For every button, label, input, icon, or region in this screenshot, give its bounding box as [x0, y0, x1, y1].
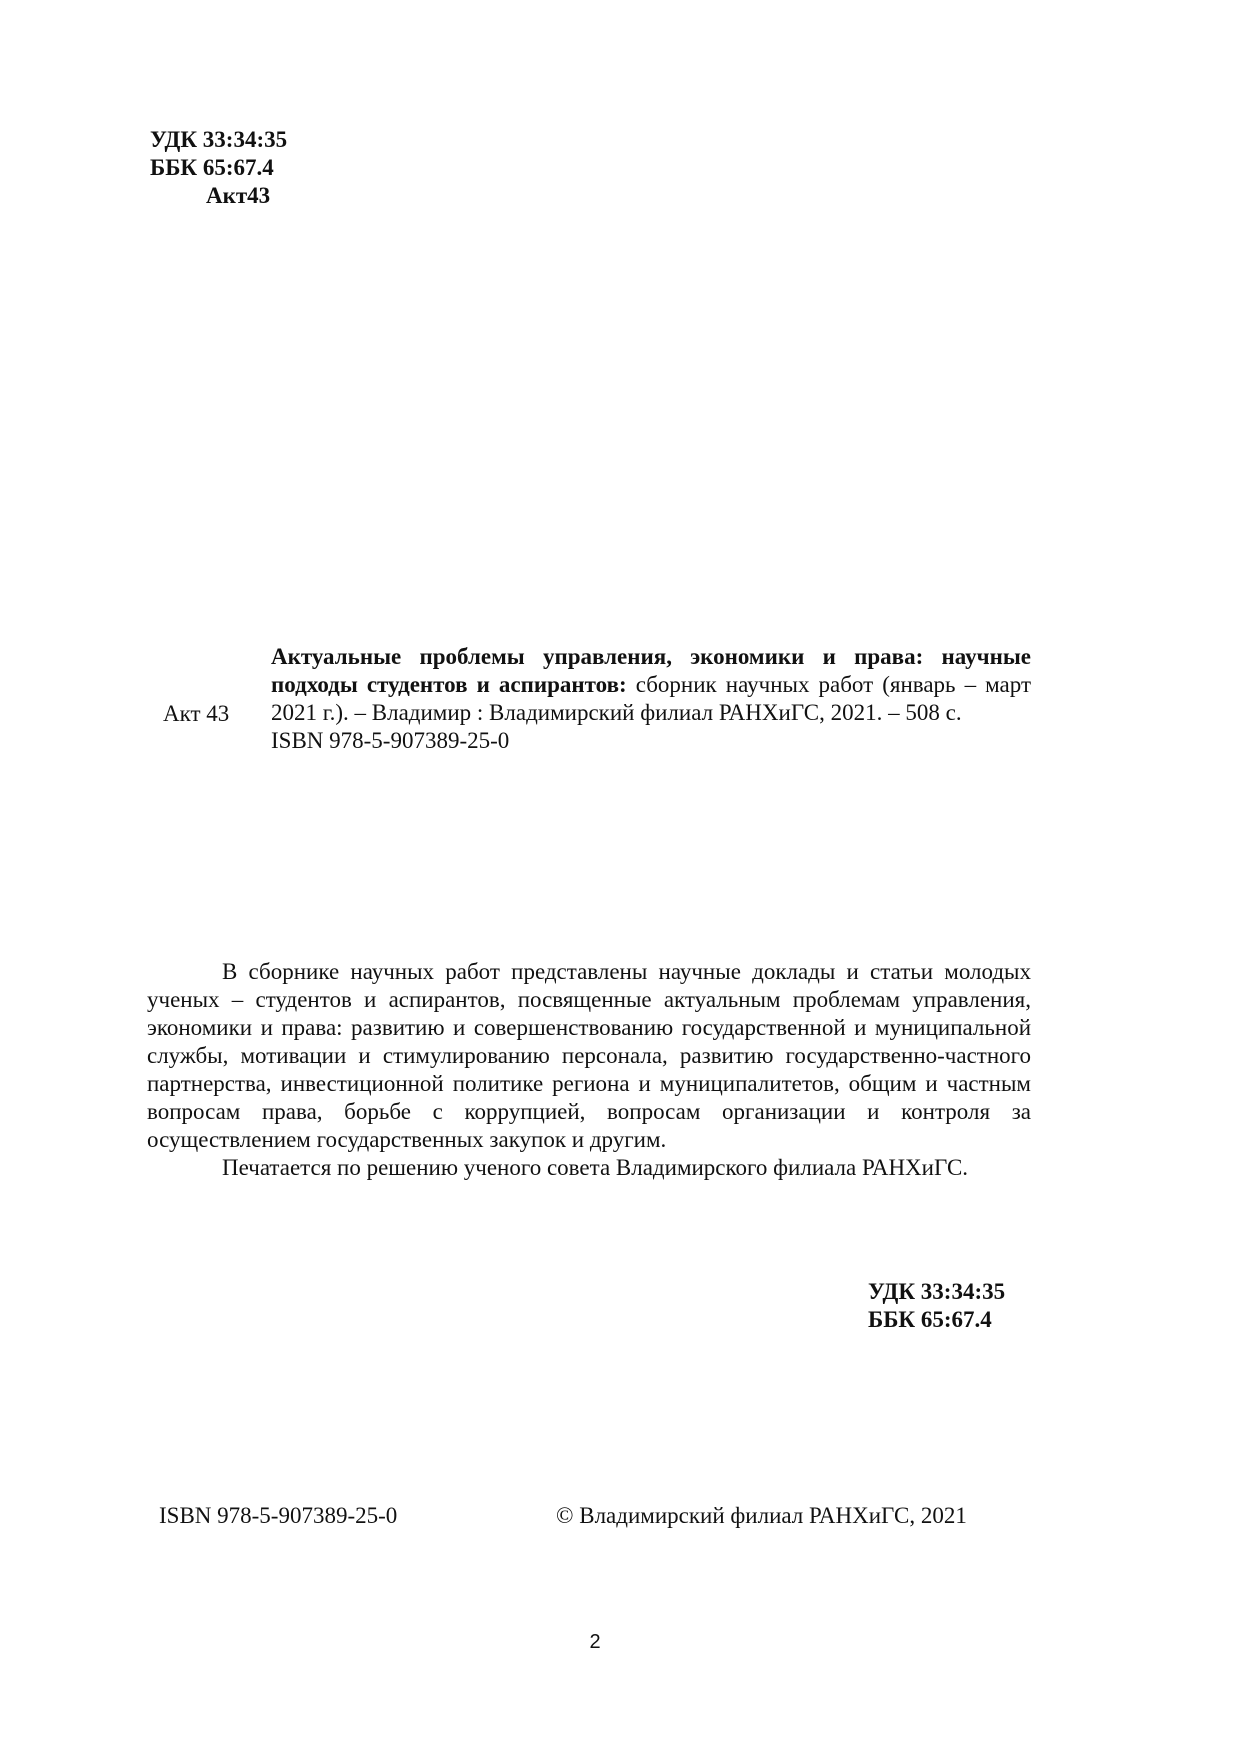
abstract — [147, 958, 1031, 1182]
book-details: сборник научных работ (январь – март 2021 г.). – Владимир : Владимирский филиал РАНХиГС, 2021. – 508 с. — [271, 672, 1032, 725]
udk-code: УДК 33:34:35 — [150, 127, 288, 152]
book-title: Актуальные проблемы управления, экономики и права: научные подходы студентов и аспирантов: — [271, 644, 1031, 697]
copyright-notice: © Владимирский филиал РАНХиГС, 2021 — [556, 1503, 967, 1528]
bibliographic-record — [271, 643, 1031, 755]
author-sign: Акт43 — [206, 183, 271, 208]
page-number: 2 — [589, 1631, 601, 1653]
udk-code-bottom: УДК 33:34:35 — [868, 1279, 1006, 1304]
record-isbn: ISBN 978-5-907389-25-0 — [271, 728, 510, 753]
classification-codes-top — [150, 126, 287, 210]
bbk-code: ББК 65:67.4 — [150, 155, 274, 180]
bbk-code-bottom: ББК 65:67.4 — [868, 1307, 992, 1332]
isbn-imprint: ISBN 978-5-907389-25-0 — [159, 1503, 398, 1528]
publication-note: Печатается по решению ученого совета Владимирского филиала РАНХиГС. — [222, 1155, 969, 1180]
bibliographic-description — [271, 643, 1031, 727]
classification-codes-bottom — [868, 1278, 1005, 1334]
catalog-author-sign: Акт 43 — [163, 701, 230, 726]
abstract-paragraph: В сборнике научных работ представлены научные доклады и статьи молодых ученых – студентов и аспирантов, посвященные актуальным проблемам управления, экономики и права: развитию и совершенствованию государственной и муниципальной службы, мотивации и стимулированию персонала, развитию государственно-частного партнерства, инвестиционной политике региона и муниципалитетов, общим и частным вопросам права, борьбе с коррупцией, вопросам организации и контроля за осуществлением государственных закупок и другим. — [147, 959, 1031, 1152]
